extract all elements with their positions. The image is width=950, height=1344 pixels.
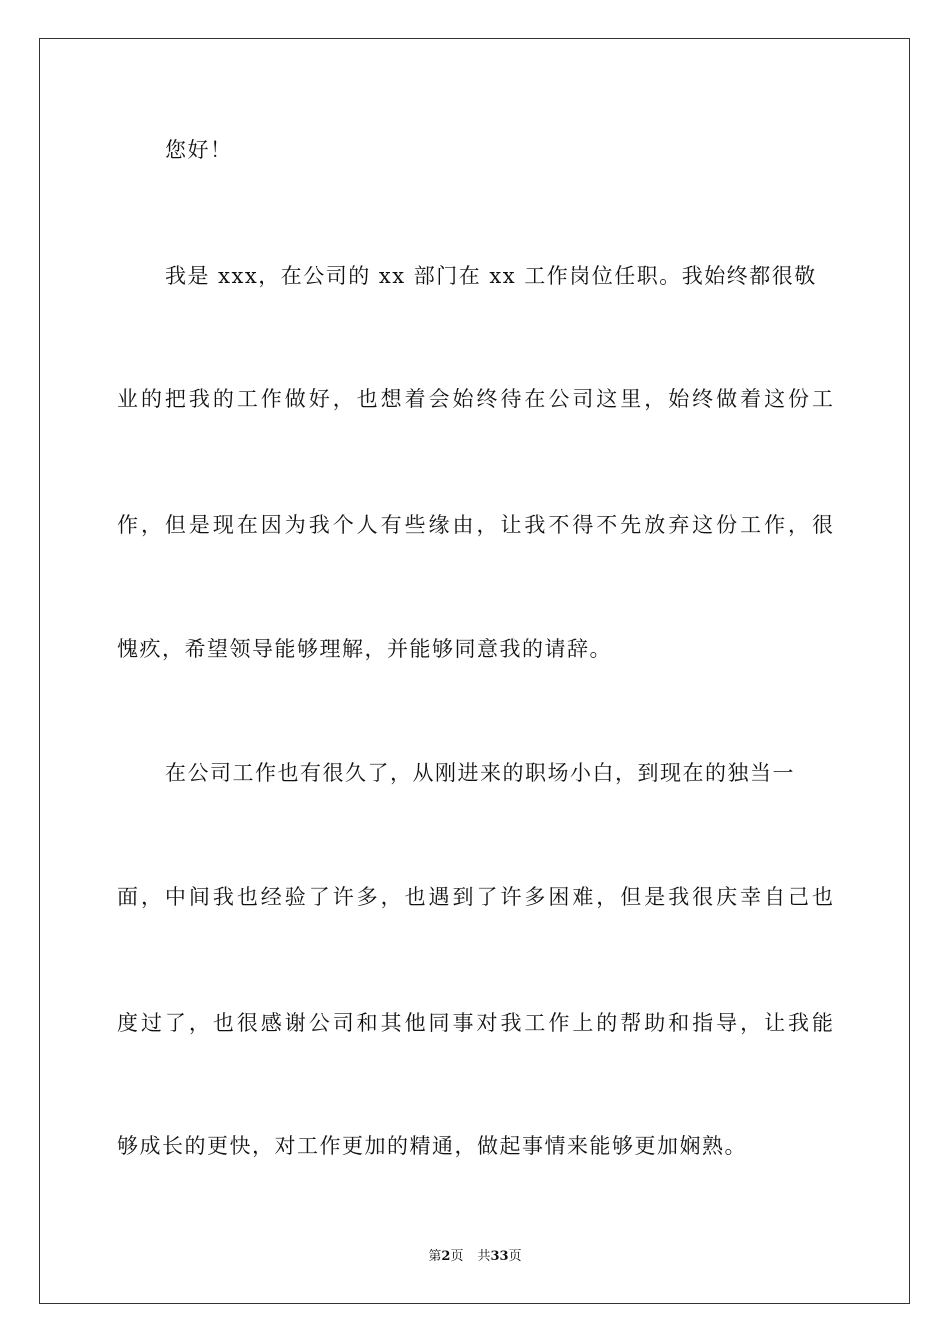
footer-page-suffix: 页 xyxy=(450,1249,464,1264)
paragraph-1-line-1: 我是 xxx，在公司的 xx 部门在 xx 工作岗位任职。我始终都很敬 xyxy=(165,264,817,288)
paragraph-1-line-4: 愧疚，希望领导能够理解，并能够同意我的请辞。 xyxy=(117,637,612,661)
paragraph-2-line-3: 度过了，也很感谢公司和其他同事对我工作上的帮助和指导，让我能 xyxy=(117,1011,833,1035)
paragraph-2-line-4: 够成长的更快，对工作更加的精通，做起事情来能够更加娴熟。 xyxy=(117,1134,747,1158)
paragraph-2-line-2: 面，中间我也经验了许多，也遇到了许多困难，但是我很庆幸自己也 xyxy=(117,885,833,909)
footer-page-prefix: 第 xyxy=(428,1249,442,1264)
footer-total-suffix: 页 xyxy=(508,1249,522,1264)
paragraph-1-line-2: 业的把我的工作做好，也想着会始终待在公司这里，始终做着这份工 xyxy=(117,387,833,411)
page-border xyxy=(39,38,910,1304)
greeting-line: 您好！ xyxy=(165,138,233,162)
paragraph-2-line-1: 在公司工作也有很久了，从刚进来的职场小白，到现在的独当一 xyxy=(165,761,795,785)
footer-page-number: 2 xyxy=(441,1249,451,1264)
page-footer xyxy=(0,1248,950,1266)
footer-total-pages: 33 xyxy=(490,1249,509,1264)
paragraph-1-line-3: 作，但是现在因为我个人有些缘由，让我不得不先放弃这份工作，很 xyxy=(117,513,833,537)
footer-total-prefix: 共 xyxy=(477,1249,491,1264)
